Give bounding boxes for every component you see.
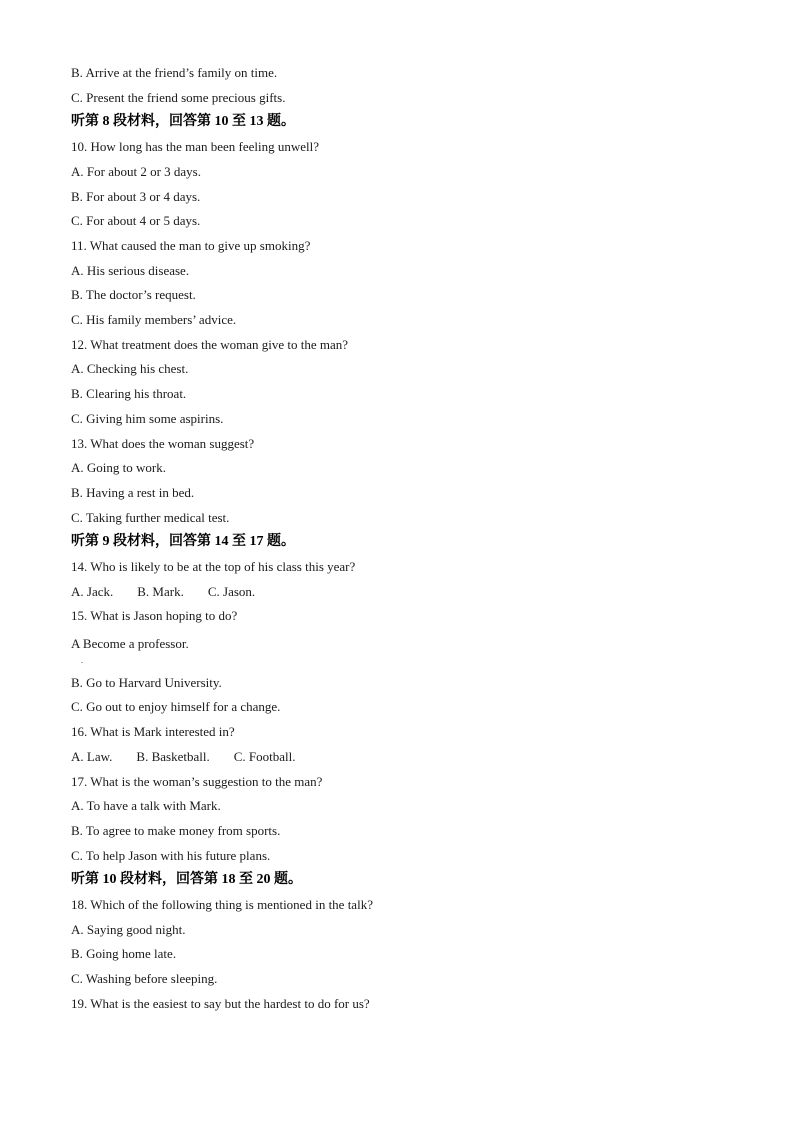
option-16b: B. Basketball. xyxy=(136,749,210,764)
option-14b: B. Mark. xyxy=(137,584,184,599)
option-12a: A. Checking his chest. xyxy=(71,361,189,376)
option-16a: A. Law. xyxy=(71,749,113,764)
option-15a: A Become a professor. xyxy=(71,636,189,651)
option-9c: C. Present the friend some precious gifts. xyxy=(71,90,286,105)
option-11b: B. The doctor’s request. xyxy=(71,287,196,302)
option-18c: C. Washing before sleeping. xyxy=(71,971,218,986)
section-heading-10: 听第 10 段材料，回答第 18 至 20 题。 xyxy=(71,872,302,887)
question-17: 17. What is the woman’s suggestion to the man? xyxy=(71,774,323,789)
stray-dot: . xyxy=(81,656,83,665)
option-16c: C. Football. xyxy=(233,749,296,764)
option-17c: C. To help Jason with his future plans. xyxy=(71,848,271,863)
option-13c: C. Taking further medical test. xyxy=(71,510,230,525)
options-14 xyxy=(71,584,255,600)
option-18a: A. Saying good night. xyxy=(71,922,186,937)
option-17b: B. To agree to make money from sports. xyxy=(71,823,281,838)
option-17a: A. To have a talk with Mark. xyxy=(71,798,221,813)
section-heading-8: 听第 8 段材料，回答第 10 至 13 题。 xyxy=(71,114,295,129)
option-13b: B. Having a rest in bed. xyxy=(71,485,195,500)
section-heading-9: 听第 9 段材料，回答第 14 至 17 题。 xyxy=(71,534,295,549)
question-19: 19. What is the easiest to say but the hardest to do for us? xyxy=(71,996,370,1011)
option-10b: B. For about 3 or 4 days. xyxy=(71,189,201,204)
option-10c: C. For about 4 or 5 days. xyxy=(71,213,201,228)
option-13a: A. Going to work. xyxy=(71,460,166,475)
option-9b: B. Arrive at the friend’s family on time. xyxy=(71,65,278,80)
option-15b: B. Go to Harvard University. xyxy=(71,675,222,690)
option-12c: C. Giving him some aspirins. xyxy=(71,411,224,426)
option-18b: B. Going home late. xyxy=(71,946,177,961)
question-13: 13. What does the woman suggest? xyxy=(71,436,255,451)
question-16: 16. What is Mark interested in? xyxy=(71,724,235,739)
options-16 xyxy=(71,749,295,765)
option-10a: A. For about 2 or 3 days. xyxy=(71,164,201,179)
question-11: 11. What caused the man to give up smoking? xyxy=(71,238,311,253)
question-12: 12. What treatment does the woman give to the man? xyxy=(71,337,349,352)
option-14c: C. Jason. xyxy=(207,584,256,599)
question-14: 14. Who is likely to be at the top of his class this year? xyxy=(71,559,356,574)
option-11a: A. His serious disease. xyxy=(71,263,190,278)
option-11c: C. His family members’ advice. xyxy=(71,312,237,327)
question-15: 15. What is Jason hoping to do? xyxy=(71,608,238,623)
question-10: 10. How long has the man been feeling unwell? xyxy=(71,139,320,154)
option-12b: B. Clearing his throat. xyxy=(71,386,187,401)
question-18: 18. Which of the following thing is mentioned in the talk? xyxy=(71,897,373,912)
option-15c: C. Go out to enjoy himself for a change. xyxy=(71,699,281,714)
option-14a: A. Jack. xyxy=(71,584,114,599)
